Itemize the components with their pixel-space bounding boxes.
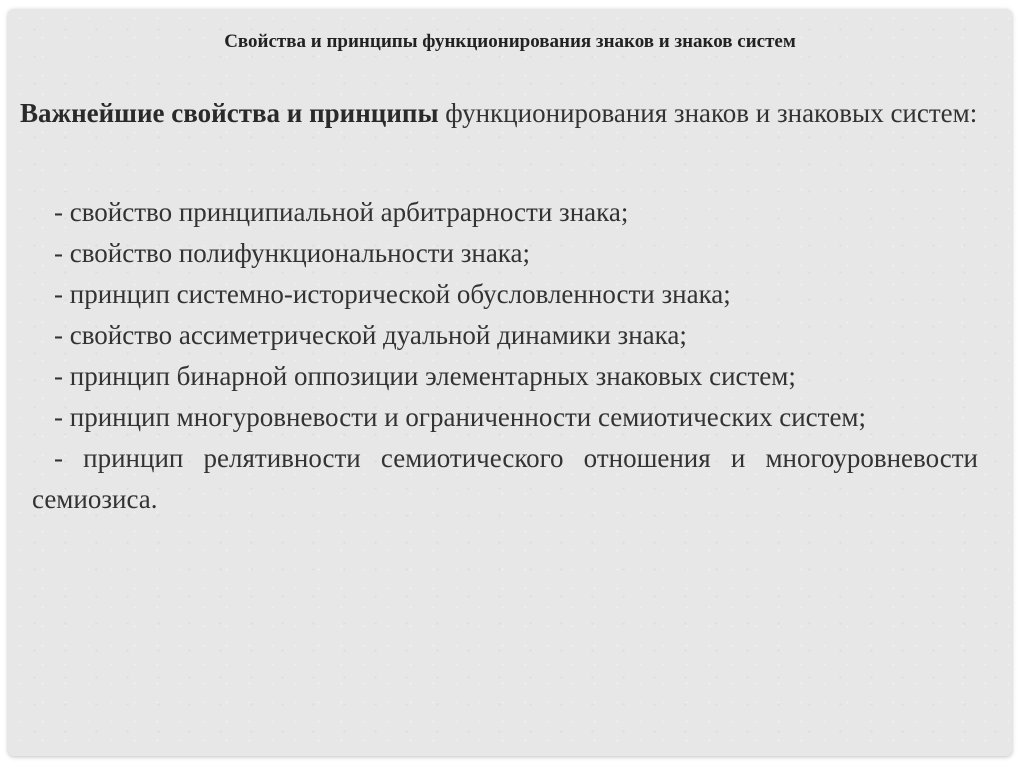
list-item: - принцип системно-исторической обусловленности знака; <box>54 279 731 309</box>
list-item: - принцип многуровневости и ограниченности семиотических систем; <box>54 402 867 432</box>
list-item: - свойство ассиметрической дуальной динамики знака; <box>54 320 687 350</box>
list-item: - принцип релятивности семиотического отношения и многоуровневости семиозиса. <box>32 443 978 514</box>
properties-list <box>32 192 978 520</box>
list-item: - свойство полифункциональности знака; <box>54 238 530 268</box>
intro-paragraph <box>20 93 978 133</box>
list-item: - свойство принципиальной арбитрарности знака; <box>54 197 629 227</box>
slide-title: Свойства и принципы функционирования знаков и знаков систем <box>224 31 796 52</box>
list-item: - принцип бинарной оппозиции элементарных знаковых систем; <box>54 361 796 391</box>
slide <box>8 9 1012 756</box>
intro-rest-text: функционирования знаков и знаковых систем: <box>438 98 978 128</box>
intro-bold-text: Важнейшие свойства и принципы <box>20 98 439 128</box>
